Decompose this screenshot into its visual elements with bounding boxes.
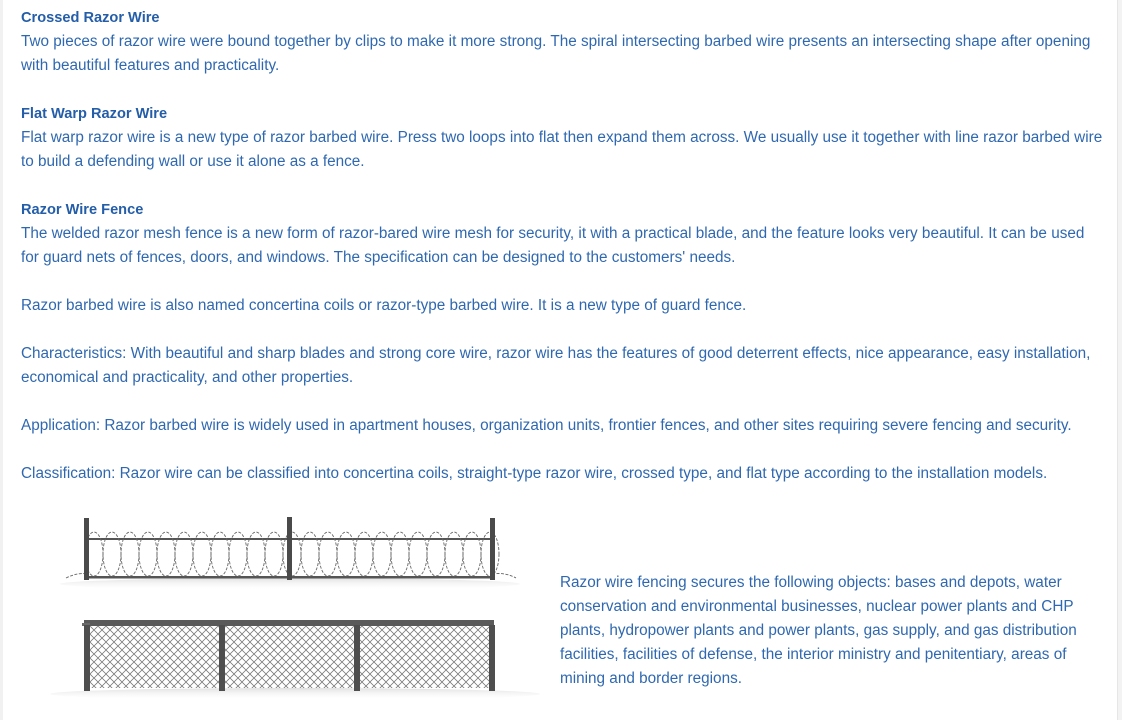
side-paragraph-protected-objects: Razor wire fencing secures the following objects: bases and depots, water conservation and environmental businesses, nuclear power plants and CHP plants, hydropower plants and power plants, gas supply, and gas distribution facilities, facilities of defense, the interior ministry and penitentiary, areas of mining and border regions. — [560, 574, 1077, 687]
paragraph-classification: Classification: Razor wire can be classified into concertina coils, straight-type razor wire, crossed type, and flat type according to the installation models. — [21, 465, 1048, 482]
section-heading-fence: Razor Wire Fence — [21, 202, 144, 218]
section-body-flat-warp: Flat warp razor wire is a new type of razor barbed wire. Press two loops into flat then expand them across. We usually use it together with line razor barbed wire to build a defending wall or use it alone as a fence. — [21, 129, 1103, 170]
paragraph-application: Application: Razor barbed wire is widely used in apartment houses, organization units, frontier fences, and other sites requiring severe fencing and security. — [21, 417, 1072, 434]
section-body-fence: The welded razor mesh fence is a new form of razor-bared wire mesh for security, it with a practical blade, and the feature looks very beautiful. It can be used for guard nets of fences, doors, and windows. The specification can be designed to the customers' needs. — [21, 225, 1085, 266]
page-scrollbar-track[interactable] — [1117, 0, 1122, 720]
page-left-border — [0, 0, 3, 720]
fence-illustration — [50, 514, 550, 704]
section-heading-crossed: Crossed Razor Wire — [21, 10, 160, 26]
article-body — [21, 6, 1106, 486]
paragraph-characteristics: Characteristics: With beautiful and sharp blades and strong core wire, razor wire has the features of good deterrent effects, nice appearance, easy installation, economical and practicality, and other properties. — [21, 345, 1091, 386]
paragraph-intro: Razor barbed wire is also named concertina coils or razor-type barbed wire. It is a new type of guard fence. — [21, 297, 747, 314]
razor-wire-coil-fence-image — [50, 514, 550, 594]
section-heading-flat-warp: Flat Warp Razor Wire — [21, 106, 168, 122]
chain-link-fence-image — [50, 614, 550, 704]
section-body-crossed: Two pieces of razor wire were bound together by clips to make it more strong. The spiral intersecting barbed wire presents an intersecting shape after opening with beautiful features and practicality. — [21, 33, 1091, 74]
